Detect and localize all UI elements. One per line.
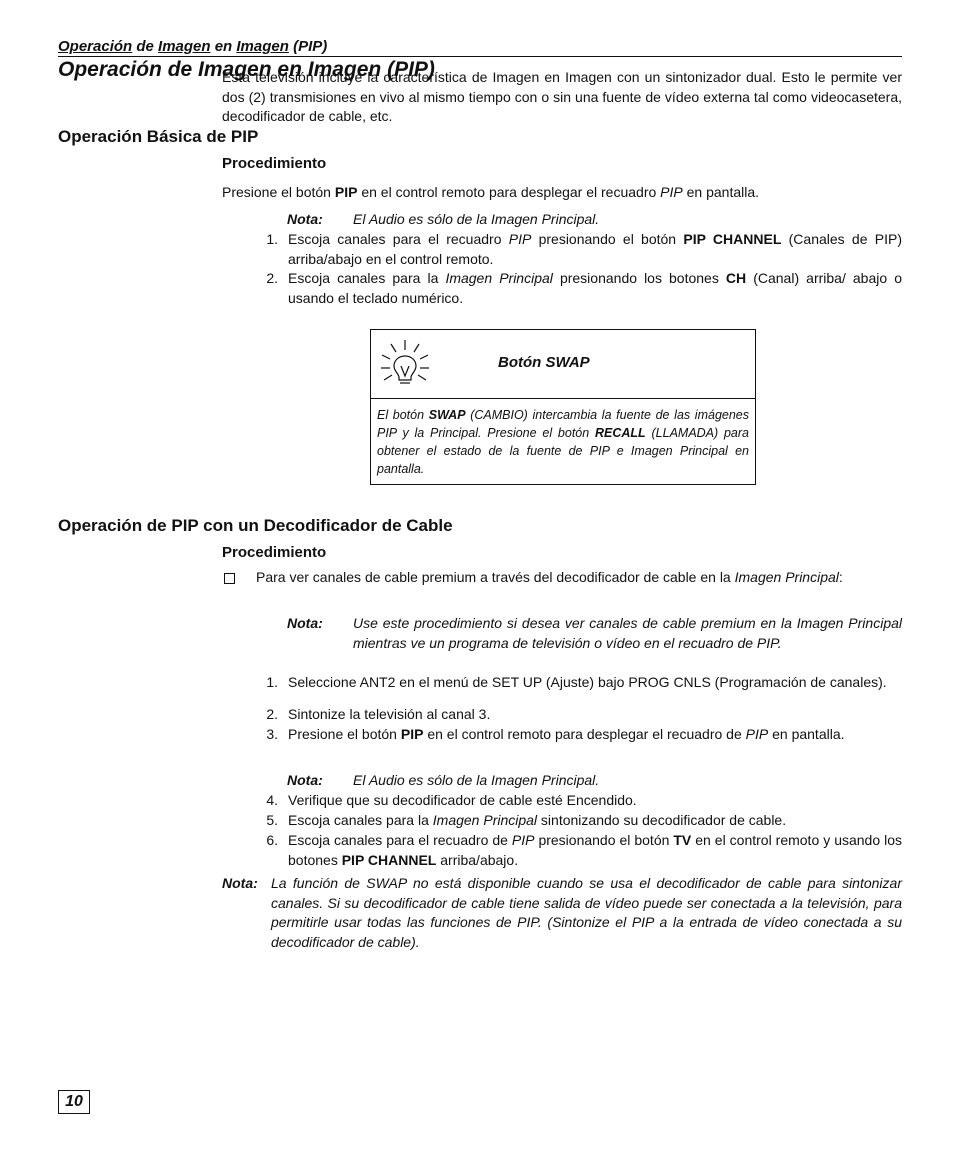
running-head: Operación de Imagen en Imagen (PIP) — [58, 38, 902, 57]
list-item: 1. Seleccione ANT2 en el menú de SET UP (Ajuste) bajo PROG CNLS (Programación de canales). — [266, 674, 887, 690]
lightbulb-icon — [379, 338, 431, 393]
page-title: Operación de Imagen en Imagen (PIP) — [58, 58, 435, 81]
intro-paragraph: Esta televisión incluye la característica de Imagen en Imagen con un sintonizador dual. Esto le permite ver dos (2) transmisiones en vivo al mismo tiempo con o sin una fuente de vídeo externa tal como videocasetera, decodificador de cable, etc. — [222, 69, 902, 124]
audio-note: Nota: El Audio es sólo de la Imagen Principal. — [287, 772, 600, 788]
checkbox-bullet-icon — [224, 573, 235, 584]
list-item: 6. Escoja canales para el recuadro de PIP presionando el botón TV en el control remoto y usando los botones PIP CHANNEL arriba/abajo. — [266, 832, 902, 868]
section-title-cable: Operación de PIP con un Decodificador de Cable — [58, 516, 453, 535]
procedure-heading: Procedimiento — [222, 544, 327, 561]
list-item: 2. Sintonize la televisión al canal 3. — [266, 706, 491, 722]
swap-tip-box — [370, 329, 756, 485]
procedure-heading: Procedimiento — [222, 155, 327, 172]
list-item: 3. Presione el botón PIP en el control remoto para desplegar el recuadro de PIP en pantalla. — [266, 726, 845, 742]
list-item: 4. Verifique que su decodificador de cable esté Encendido. — [266, 792, 637, 808]
list-item: 2. Escoja canales para la Imagen Principal presionando los botones CH (Canal) arriba/ abajo o usando el teclado numérico. — [266, 270, 902, 306]
cable-intro: Para ver canales de cable premium a través del decodificador de cable en la Imagen Principal: — [256, 569, 843, 585]
page-number: 10 — [58, 1090, 90, 1114]
swap-final-note: Nota: La función de SWAP no está disponible cuando se usa el decodificador de cable para sintonizar canales. Si su decodificador de cable tiene salida de vídeo puede ser conectada a la televisión, para permitirle usar todas las funciones de PIP. (Sintonize el PIP a la entrada de vídeo conectada a su decodificador de cable). — [222, 875, 902, 950]
tip-divider — [371, 398, 755, 399]
list-item: 1. Escoja canales para el recuadro PIP presionando el botón PIP CHANNEL (Canales de PIP) arriba/abajo en el control remoto. — [266, 231, 902, 267]
premium-note: Nota: Use este procedimiento si desea ver canales de cable premium en la Imagen Principal mientras ve un programa de televisión o vídeo en el recuadro de PIP. — [287, 615, 902, 651]
section-title-basic: Operación Básica de PIP — [58, 127, 259, 146]
tip-title: Botón SWAP — [498, 354, 590, 371]
step-intro: Presione el botón PIP en el control remoto para desplegar el recuadro PIP en pantalla. — [222, 184, 760, 200]
list-item: 5. Escoja canales para la Imagen Principal sintonizando su decodificador de cable. — [266, 812, 787, 828]
audio-note: Nota: El Audio es sólo de la Imagen Principal. — [287, 211, 600, 227]
tip-body: El botón SWAP (CAMBIO) intercambia la fuente de las imágenes PIP y la Principal. Presione el botón RECALL (LLAMADA) para obtener el estado de la fuente de PIP e Imagen Principal en pantalla. — [377, 408, 750, 476]
